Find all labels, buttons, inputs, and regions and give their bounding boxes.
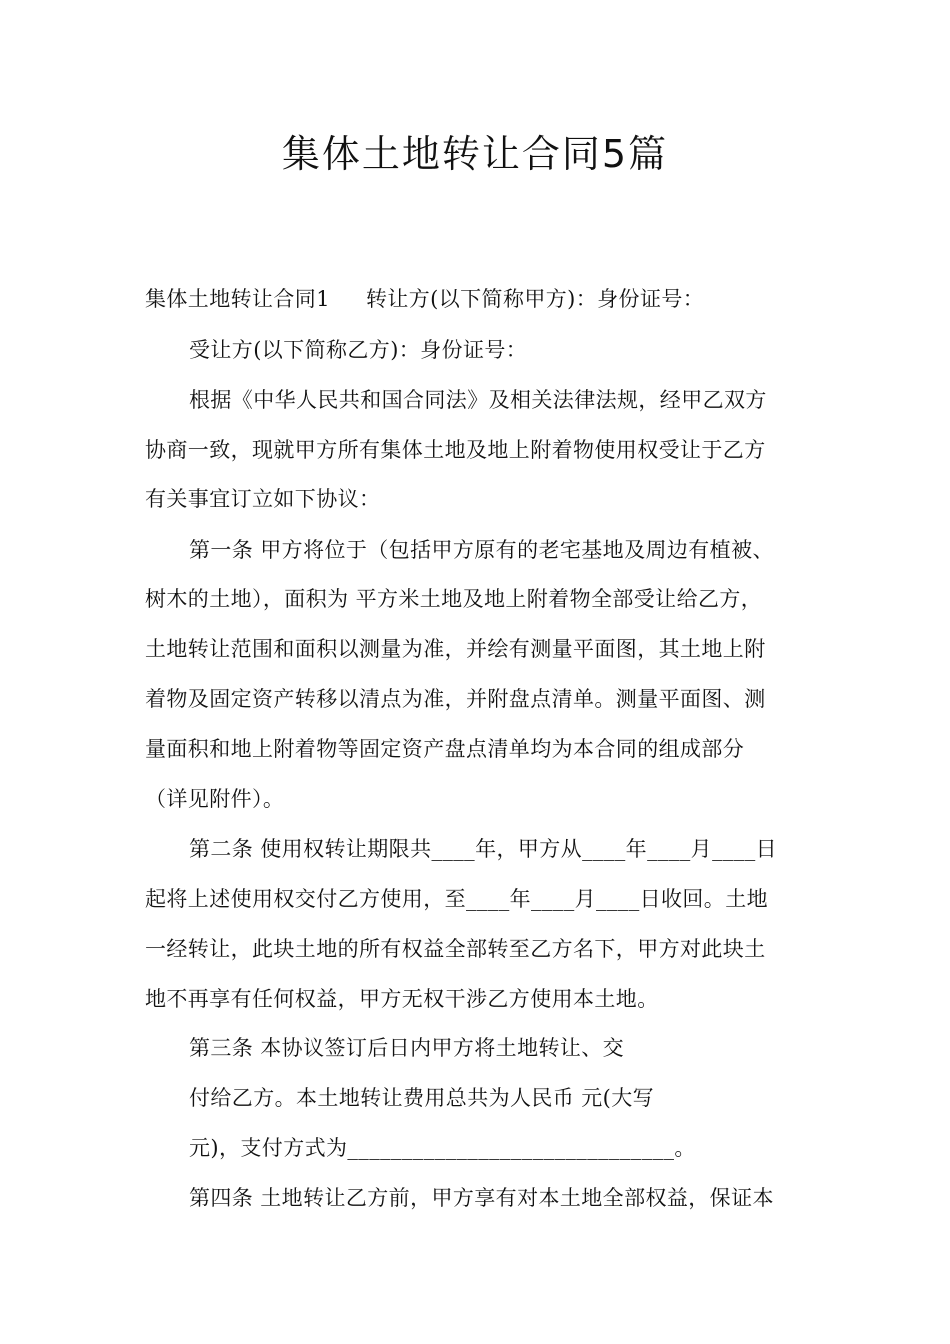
transferor-label: 转让方(以下简称甲方)：身份证号： bbox=[365, 287, 705, 311]
text-line-14: 一经转让，此块土地的所有权益全部转至乙方名下，甲方对此块土 bbox=[145, 937, 766, 961]
text-line-10: 量面积和地上附着物等固定资产盘点清单均为本合同的组成部分 bbox=[145, 737, 745, 761]
text-line-13: 起将上述使用权交付乙方使用，至____年____月____日收回。土地 bbox=[145, 887, 768, 911]
text-line-4: 协商一致，现就甲方所有集体土地及地上附着物使用权受让于乙方 bbox=[145, 438, 766, 462]
text-line-8: 土地转让范围和面积以测量为准，并绘有测量平面图，其土地上附 bbox=[145, 637, 766, 661]
contract-heading: 集体土地转让合同1 bbox=[145, 287, 330, 311]
text-line-2: 受让方(以下简称乙方)：身份证号： bbox=[189, 338, 528, 362]
text-line-19: 第四条 土地转让乙方前，甲方享有对本土地全部权益，保证本 bbox=[189, 1186, 774, 1210]
text-line-6: 第一条 甲方将位于（包括甲方原有的老宅基地及周边有植被、 bbox=[189, 538, 774, 562]
text-line-15: 地不再享有任何权益，甲方无权干涉乙方使用本土地。 bbox=[145, 987, 659, 1011]
text-line-18: 元)，支付方式为______________________________。 bbox=[189, 1136, 696, 1160]
text-line-16: 第三条 本协议签订后日内甲方将土地转让、交 bbox=[189, 1036, 625, 1060]
text-line-17: 付给乙方。本土地转让费用总共为人民币 元(大写 bbox=[189, 1086, 655, 1110]
document-title: 集体土地转让合同5篇 bbox=[281, 132, 669, 176]
text-line-9: 着物及固定资产转移以清点为准，并附盘点清单。测量平面图、测 bbox=[145, 687, 766, 711]
text-line-1 bbox=[145, 284, 810, 314]
text-line-12: 第二条 使用权转让期限共____年，甲方从____年____月____日 bbox=[189, 837, 778, 861]
text-line-5: 有关事宜订立如下协议： bbox=[145, 487, 381, 511]
text-line-3: 根据《中华人民共和国合同法》及相关法律法规，经甲乙双方 bbox=[189, 388, 767, 412]
text-line-11: （详见附件）。 bbox=[145, 787, 285, 811]
text-line-7: 树木的土地），面积为 平方米土地及地上附着物全部受让给乙方， bbox=[145, 587, 763, 611]
